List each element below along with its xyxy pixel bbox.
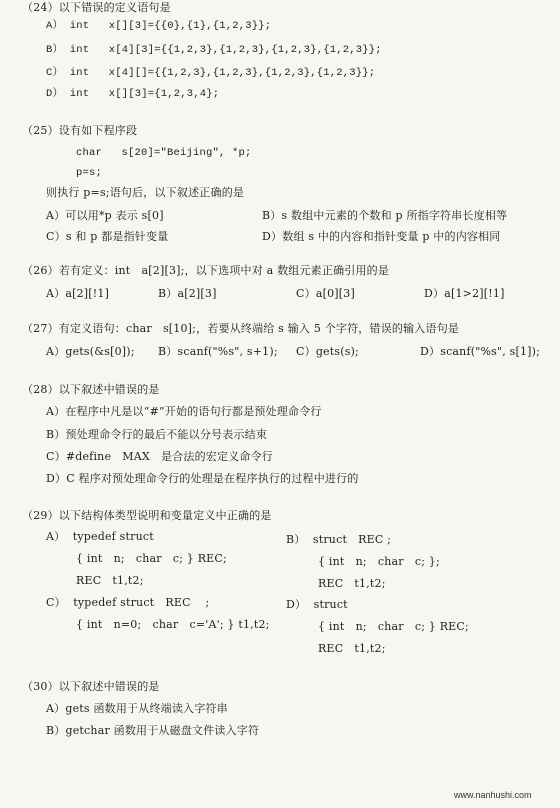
site-watermark: www.nanhushi.com [454,790,532,800]
q27-option-b: B）scanf("%s", s+1); [158,345,278,358]
q26-option-b: B）a[2][3] [158,287,217,300]
q29-option-c-line-2: { int n=0; char c='A'; } t1,t2; [76,618,270,631]
q28-option-b: B）预处理命令行的最后不能以分号表示结束 [46,428,268,441]
q24-option-b: B） int x[4][3]={{1,2,3},{1,2,3},{1,2,3},{1,2,3}}; [46,44,382,56]
q25-stem: （25）设有如下程序段 [22,124,138,137]
q24-option-c: C） int x[4][]={{1,2,3},{1,2,3},{1,2,3},{1,2,3}}; [46,67,376,79]
q29-option-b-line-2: { int n; char c; }; [318,555,440,568]
q26-option-c: C）a[0][3] [296,287,355,300]
q25-lead: 则执行 p=s;语句后，以下叙述正确的是 [46,186,245,199]
q30-option-a: A）gets 函数用于从终端读入字符串 [46,702,228,715]
q29-option-d-line-1: D） struct [286,598,348,611]
q28-option-a: A）在程序中凡是以“#”开始的语句行都是预处理命令行 [46,405,322,418]
q29-stem: （29）以下结构体类型说明和变量定义中正确的是 [22,509,272,522]
q24-option-d: D） int x[][3]={1,2,3,4}; [46,88,220,100]
q26-option-d: D）a[1>2][!1] [424,287,505,300]
q29-option-b-line-3: REC t1,t2; [318,577,386,590]
q29-option-d-line-2: { int n; char c; } REC; [318,620,469,633]
q28-option-d: D）C 程序对预处理命令行的处理是在程序执行的过程中进行的 [46,472,359,485]
q27-stem: （27）有定义语句：char s[10];，若要从终端给 s 输入 5 个字符，错误的输入语句是 [22,322,460,335]
q28-stem: （28）以下叙述中错误的是 [22,383,160,396]
q26-option-a: A）a[2][!1] [46,287,110,300]
q29-option-a-line-2: { int n; char c; } REC; [76,552,227,565]
q25-option-a: A）可以用*p 表示 s[0] [46,209,164,222]
q29-option-b-line-1: B） struct REC ; [286,533,392,546]
q29-option-a-line-1: A） typedef struct [46,530,154,543]
q30-stem: （30）以下叙述中错误的是 [22,680,160,693]
q25-option-c: C）s 和 p 都是指针变量 [46,230,169,243]
q27-option-c: C）gets(s); [296,345,359,358]
q24-option-a: A） int x[][3]={{0},{1},{1,2,3}}; [46,20,272,32]
q25-code-line-2: p=s; [76,167,103,179]
q29-option-a-line-3: REC t1,t2; [76,574,144,587]
q26-stem: （26）若有定义：int a[2][3];，以下选项中对 a 数组元素正确引用的是 [22,264,390,277]
q25-option-d: D）数组 s 中的内容和指针变量 p 中的内容相同 [262,230,501,243]
q24-stem: （24）以下错误的定义语句是 [22,1,171,14]
q25-option-b: B）s 数组中元素的个数和 p 所指字符串长度相等 [262,209,508,222]
q30-option-b: B）getchar 函数用于从磁盘文件读入字符 [46,724,260,737]
q25-code-line-1: char s[20]="Beijing", *p; [76,147,252,159]
q27-option-d: D）scanf("%s", s[1]); [420,345,541,358]
q28-option-c: C）#define MAX 是合法的宏定义命令行 [46,450,273,463]
q29-option-c-line-1: C） typedef struct REC ; [46,596,210,609]
q29-option-d-line-3: REC t1,t2; [318,642,386,655]
q27-option-a: A）gets(&s[0]); [46,345,135,358]
